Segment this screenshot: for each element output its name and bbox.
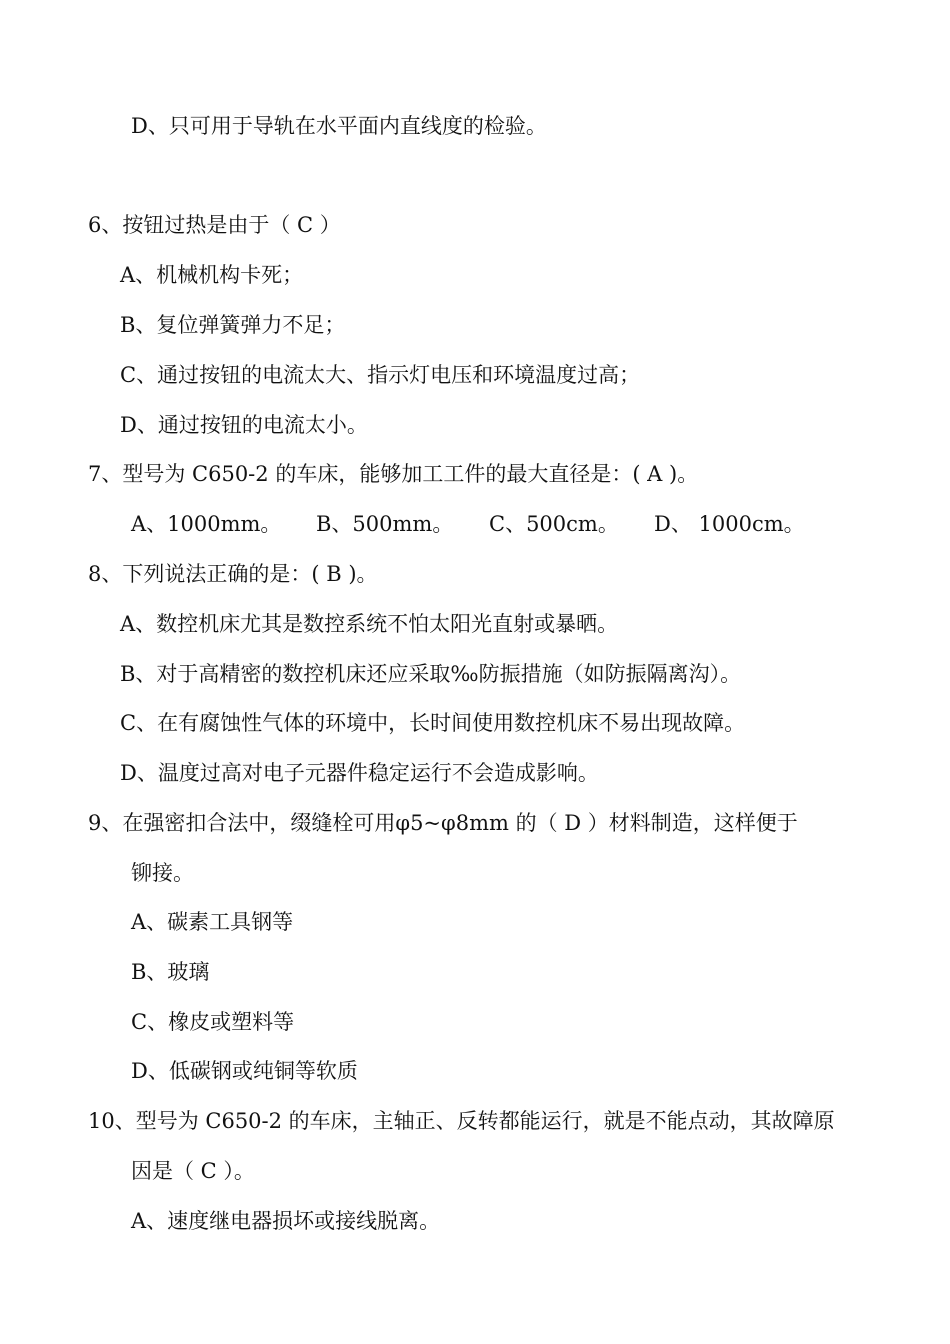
- q9-option-c: C、橡皮或塑料等: [131, 1010, 295, 1034]
- q9-question-continued: 铆接。: [131, 861, 194, 885]
- q7-question: 7、型号为 C650-2 的车床，能够加工工件的最大直径是：( A )。: [88, 462, 699, 486]
- q6-question: 6、按钮过热是由于（ C ）: [88, 213, 341, 237]
- q8-option-a: A、数控机床尤其是数控系统不怕太阳光直射或暴晒。: [120, 612, 619, 636]
- q8-question: 8、下列说法正确的是：( B )。: [88, 562, 378, 586]
- q10-question-continued: 因是（ C ）。: [131, 1159, 255, 1183]
- q7-option-a: A、1000mm。: [131, 512, 282, 536]
- q9-question: 9、在强密扣合法中，缀缝栓可用φ5~φ8mm 的（ D ）材料制造，这样便于: [88, 811, 798, 835]
- q6-option-b: B、复位弹簧弹力不足；: [120, 313, 346, 337]
- q10-question: 10、型号为 C650-2 的车床，主轴正、反转都能运行，就是不能点动，其故障原: [88, 1109, 835, 1133]
- q8-option-c: C、在有腐蚀性气体的环境中，长时间使用数控机床不易出现故障。: [120, 711, 746, 735]
- q7-option-d: D、 1000cm。: [654, 512, 805, 536]
- q9-option-d: D、低碳钢或纯铜等软质: [131, 1059, 358, 1083]
- q6-option-c: C、通过按钮的电流太大、指示灯电压和环境温度过高；: [120, 363, 641, 387]
- q8-option-d: D、温度过高对电子元器件稳定运行不会造成影响。: [120, 761, 599, 785]
- q7-option-b: B、500mm。: [316, 512, 454, 536]
- q9-option-b: B、玻璃: [131, 960, 210, 984]
- q5-option-d: D、只可用于导轨在水平面内直线度的检验。: [131, 114, 547, 138]
- q8-option-b: B、对于高精密的数控机床还应采取‰防振措施（如防振隔离沟）。: [120, 662, 742, 686]
- q9-option-a: A、碳素工具钢等: [131, 910, 294, 934]
- q6-option-a: A、机械机构卡死；: [120, 263, 304, 287]
- q7-options-row: [0, 511, 950, 537]
- q10-option-a: A、速度继电器损坏或接线脱离。: [131, 1209, 441, 1233]
- q6-option-d: D、通过按钮的电流太小。: [120, 413, 368, 437]
- q7-option-c: C、500cm。: [489, 512, 619, 536]
